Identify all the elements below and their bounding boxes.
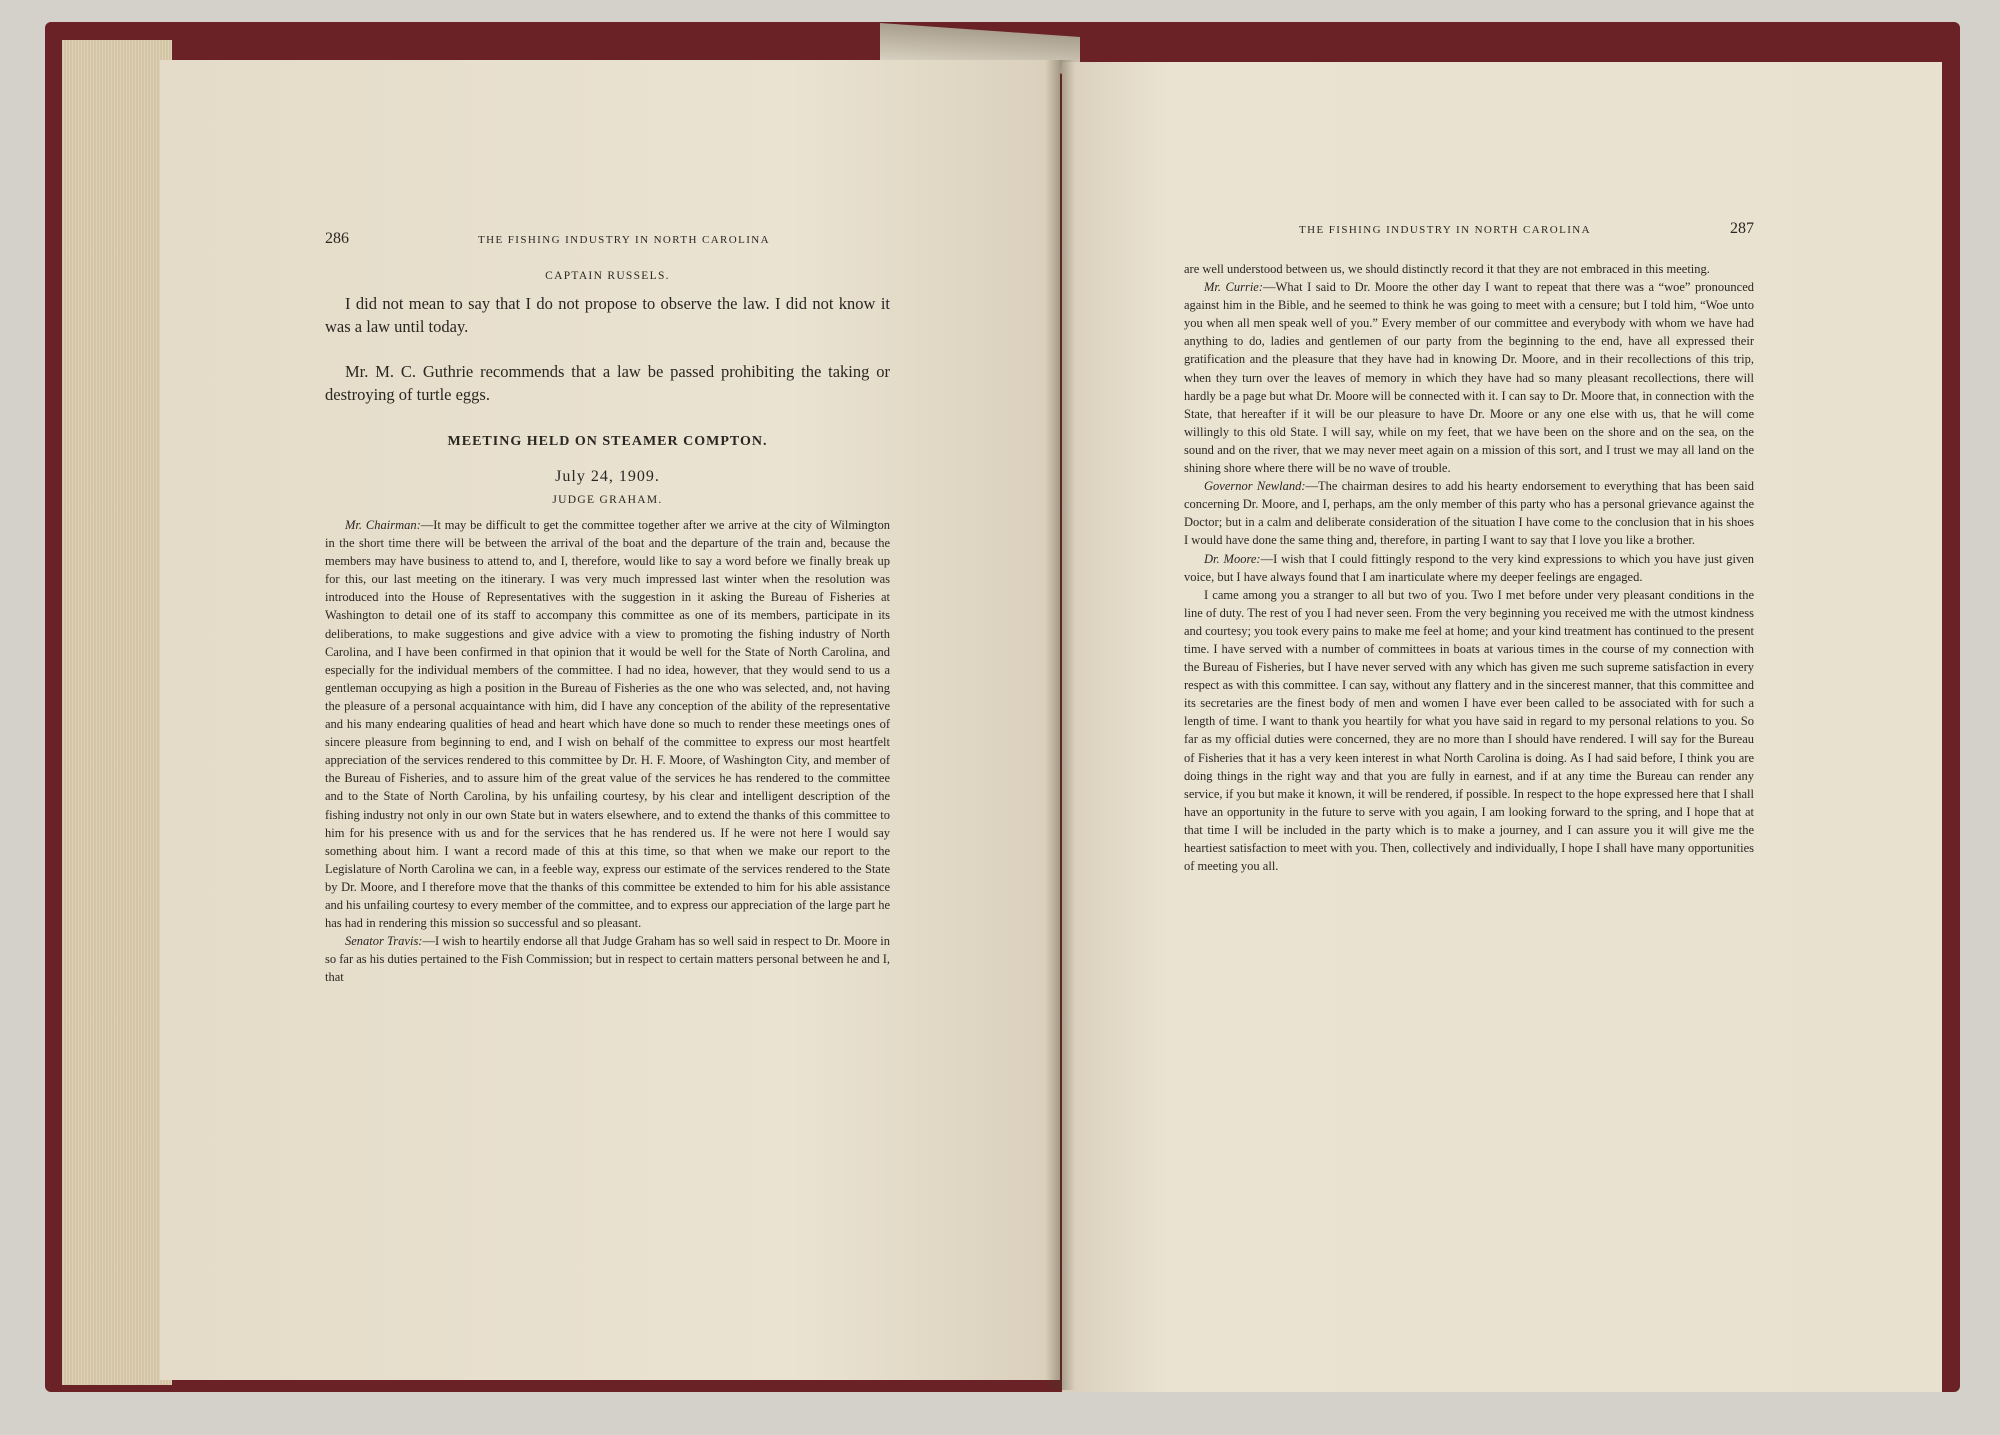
left-running-head: THE FISHING INDUSTRY IN NORTH CAROLINA	[478, 234, 770, 246]
speaker-name: Governor Newland:	[1204, 479, 1306, 494]
continuation-paragraph: are well understood between us, we should distinctly record it that they are not embraced in this meeting.	[1184, 262, 1710, 276]
speaker-name: Dr. Moore:	[1204, 551, 1261, 566]
right-page-number: 287	[1730, 220, 1754, 237]
meeting-date: July 24, 1909.	[555, 468, 660, 485]
left-page-number: 286	[325, 230, 349, 247]
paragraph-guthrie: Mr. M. C. Guthrie recommends that a law be passed prohibiting the taking or destroying of turtle eggs.	[325, 362, 890, 404]
speaker-name: Mr. Chairman:	[345, 518, 421, 532]
left-page-text	[325, 230, 890, 986]
speaker-caption-judge: JUDGE GRAHAM.	[552, 494, 663, 506]
speech-travis: Senator Travis:—I wish to heartily endorse all that Judge Graham has so well said in respect to Dr. Moore in so far as his duties pertained to the Fish Commission; but in respect to certain matters personal between he and I, that	[325, 934, 890, 985]
speaker-name: Senator Travis:	[345, 934, 423, 949]
page-edges	[62, 40, 172, 1385]
right-page	[1062, 62, 1942, 1392]
right-page-header	[1184, 220, 1754, 238]
speech-moore: Dr. Moore:—I wish that I could fittingly respond to the very kind expressions to which you have just given voice, but I have always found that I am inarticulate where my deeper feelings are engaged.	[1184, 551, 1754, 584]
left-page-header	[325, 230, 890, 248]
speech-chairman: Mr. Chairman:—It may be difficult to get the committee together after we arrive at the city of Wilmington in the short time there will be between the arrival of the boat and the departure of the train and, because the members may have business to attend to, and I, therefore, would like to say a word before we finally break up for this, our last meeting on the itinerary. I was very much impressed last winter when the resolution was introduced into the House of Representatives with the suggestion in it asking the Bureau of Fisheries at Washington to detail one of its staff to accompany this committee as one of its members, participate in its deliberations, to make suggestions and give advice with a view to promoting the fishing industry of North Carolina, and I have been confirmed in that opinion that it would be well for the State of North Carolina, and especially for the individual members of the committee. I had no idea, however, that they would send to us a gentleman occupying as high a position in the Bureau of Fisheries as the one who was selected, and, not having the pleasure of a personal acquaintance with him, did I have any conception of the ability of the representative and his many endearing qualities of head and heart which have done so much to render these meetings ones of sincere pleasure from beginning to end, and I wish on behalf of the committee to express our most heartfelt appreciation of the services rendered to this committee by Dr. H. F. Moore, of Washington City, and member of the Bureau of Fisheries, and to assure him of the great value of the services he has rendered to the committee and to the State of North Carolina, by his unfailing courtesy, by his clear and intelligent description of the fishing industry not only in our own State but in waters elsewhere, and to extend the thanks of this committee to him for his presence with us and for the services that he has rendered us. If he were not here I would say something about him. I want a record made of this at this time, so that when we make our report to the Legislature of North Carolina we can, in a feeble way, express our estimate of the services rendered to the State by Dr. Moore, and I therefore move that the thanks of this committee be extended to him for his able assistance and his unfailing courtesy to every member of the committee, and to express our appreciation of the large part he has had in rendering this mission so successful and so pleasant.	[325, 518, 890, 931]
speaker-caption-captain: CAPTAIN RUSSELS.	[545, 270, 670, 282]
paragraph-russels: I did not mean to say that I do not propose to observe the law. I did not know it was a law until today.	[325, 294, 890, 336]
speech-moore-continued: I came among you a stranger to all but two of you. Two I met before under very pleasant conditions in the line of duty. The rest of you I had never seen. From the very beginning you received me with the utmost kindness and courtesy; you took every pains to make me feel at home; and your kind treatment has continued to the present time. I have served with a number of committees in boats at various times in the course of my connection with the Bureau of Fisheries, but I have never served with any which has given me such supreme satisfaction in every respect as with this committee. I can say, without any flattery and in the sincerest manner, that this committee and its secretaries are the finest body of men and women I have ever been called to be associated with for such a length of time. I want to thank you heartily for what you have said in regard to my personal relations to you. So far as my official duties were concerned, they are no more than I should have rendered. I will say for the Bureau of Fisheries that it has a very keen interest in what North Carolina is doing. As I had said before, I think you are doing things in the right way and that you are fully in earnest, and if at any time the Bureau can render any service, if you but make it known, it will be rendered, if possible. In respect to the hope expressed here that I shall have an opportunity in the future to serve with you again, I am looking forward to the spring, and I hope that at that time I will be included in the party which is to make a journey, and I can assure you it will give me the heartiest satisfaction to meet with you. Then, collectively and individually, I hope I shall have many opportunities of meeting you all.	[1184, 587, 1754, 874]
left-page	[160, 60, 1060, 1380]
section-heading: MEETING HELD ON STEAMER COMPTON.	[447, 434, 768, 449]
speaker-name: Mr. Currie:	[1204, 280, 1264, 295]
speech-currie: Mr. Currie:—What I said to Dr. Moore the other day I want to repeat that there was a “woe” pronounced against him in the Bible, and he seemed to think he was going to meet with a censure; but I told him, “Woe unto you when all men speak well of you.” Every member of our committee and everybody with whom we have had anything to do, ladies and gentlemen of our party from the beginning to the end, have all expressed their gratification and the pleasure that they have had in knowing Dr. Moore, and in their recollections of this trip, when they turn over the leaves of memory in which they have had so many pleasant recollections, there will hardly be a page but what Dr. Moore will be connected with it. I can say to Dr. Moore that, in connection with the State, that hereafter if it will be our pleasure to have Dr. Moore or any one else with us, that he will come willingly to this old State. I will say, while on my feet, that we have been on the shore and on the sea, on the sound and on the river, that we may never meet again on a mission of this sort, and I trust we may all land on the shining shore where there will be no wave of trouble.	[1184, 280, 1754, 476]
book-gutter	[1045, 60, 1075, 1390]
right-running-head: THE FISHING INDUSTRY IN NORTH CAROLINA	[1299, 224, 1591, 236]
right-page-text	[1184, 220, 1754, 875]
speech-newland: Governor Newland:—The chairman desires to add his hearty endorsement to everything that has been said concerning Dr. Moore, and I, perhaps, am the only member of this party who has a personal grievance against the Doctor; but in a calm and deliberate consideration of the situation I have come to the conclusion that in his shoes I would have done the same thing and, therefore, in parting I want to say that I love you like a brother.	[1184, 479, 1755, 548]
